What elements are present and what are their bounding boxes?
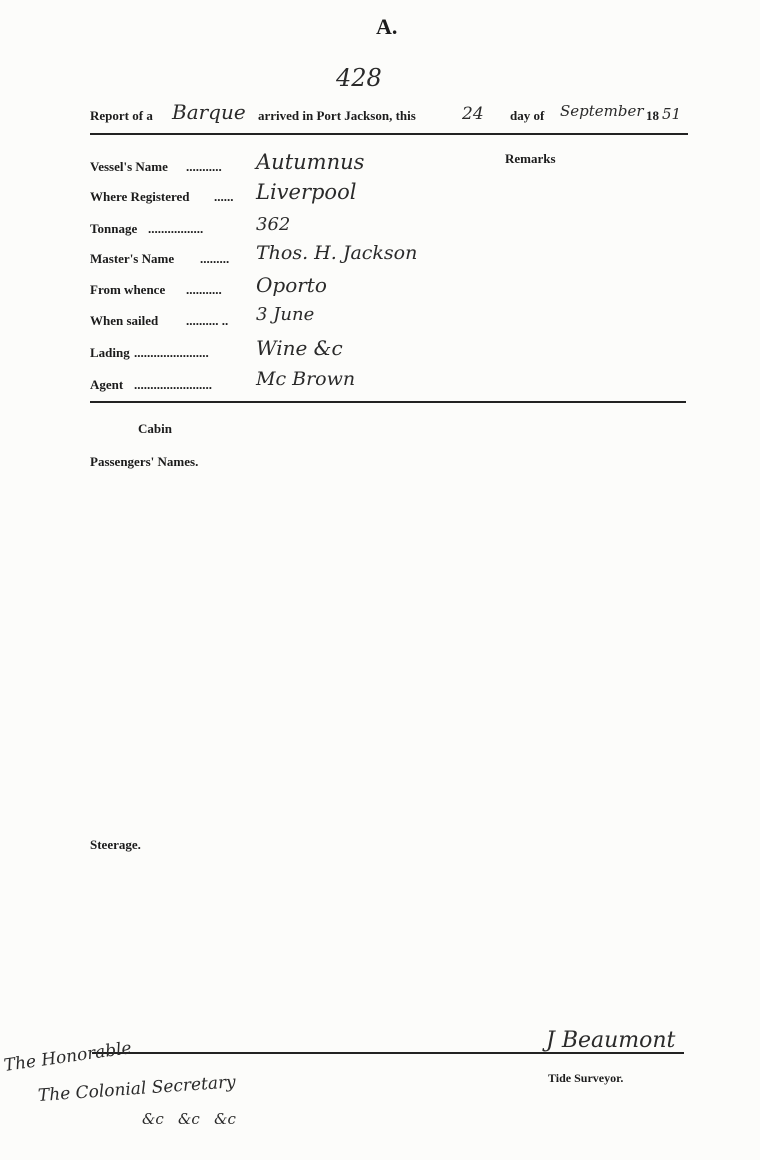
field-leader: ........................ (134, 377, 212, 392)
vessel-details (90, 150, 510, 400)
field-value: 362 (256, 214, 291, 235)
field-masters-name (90, 242, 510, 272)
field-leader: ......... (200, 251, 230, 266)
field-value: Liverpool (256, 180, 357, 204)
address-line: The Honorable (2, 1038, 133, 1076)
field-label: Vessel's Name (90, 159, 168, 174)
field-value: 3 June (256, 304, 315, 325)
report-day: 24 (462, 104, 484, 124)
signer-title: Tide Surveyor. (548, 1071, 624, 1085)
form-letter: A. (376, 14, 398, 39)
report-month: September (560, 102, 644, 120)
field-label: From whence (90, 282, 166, 297)
report-year-written: 51 (662, 105, 682, 123)
steerage-label: Steerage. (90, 837, 141, 852)
field-label: Where Registered (90, 189, 190, 204)
surveyor-signature: J Beaumont (546, 1028, 676, 1053)
address-line: &c &c &c (142, 1110, 236, 1128)
field-label: Agent (90, 377, 124, 392)
field-label: Master's Name (90, 251, 175, 266)
field-leader: .......... .. (186, 313, 229, 328)
report-middle: arrived in Port Jackson, this (258, 108, 416, 123)
cabin-label: Cabin (138, 421, 172, 436)
address-line: The Colonial Secretary (37, 1072, 237, 1106)
report-prefix: Report of a (90, 108, 153, 123)
report-day-of: day of (510, 108, 545, 123)
field-leader: ...... (214, 189, 234, 204)
passengers-label: Passengers' Names. (90, 454, 199, 469)
top-rule (90, 133, 688, 135)
field-vessel-name (90, 150, 510, 180)
vessel-type: Barque (172, 100, 246, 124)
field-where-registered (90, 180, 510, 210)
address-block (4, 1040, 324, 1150)
field-leader: ................. (148, 221, 204, 236)
field-lading (90, 336, 510, 366)
form-number: 428 (336, 64, 382, 92)
field-value: Mc Brown (256, 368, 356, 390)
field-leader: ........... (186, 282, 222, 297)
field-agent (90, 368, 510, 398)
field-value: Wine &c (256, 336, 343, 360)
remarks-label: Remarks (505, 151, 556, 166)
field-label: Lading (90, 345, 130, 360)
report-line (90, 96, 700, 126)
field-from-whence (90, 273, 510, 303)
field-tonnage (90, 212, 510, 242)
field-value: Thos. H. Jackson (256, 242, 418, 264)
field-label: When sailed (90, 313, 159, 328)
field-when-sailed (90, 304, 510, 334)
middle-rule (90, 401, 686, 403)
field-leader: ....................... (134, 345, 209, 360)
field-leader: ........... (186, 159, 222, 174)
field-label: Tonnage (90, 221, 138, 236)
field-value: Oporto (256, 273, 327, 297)
report-year-printed: 18 (646, 108, 659, 123)
field-value: Autumnus (256, 150, 365, 174)
